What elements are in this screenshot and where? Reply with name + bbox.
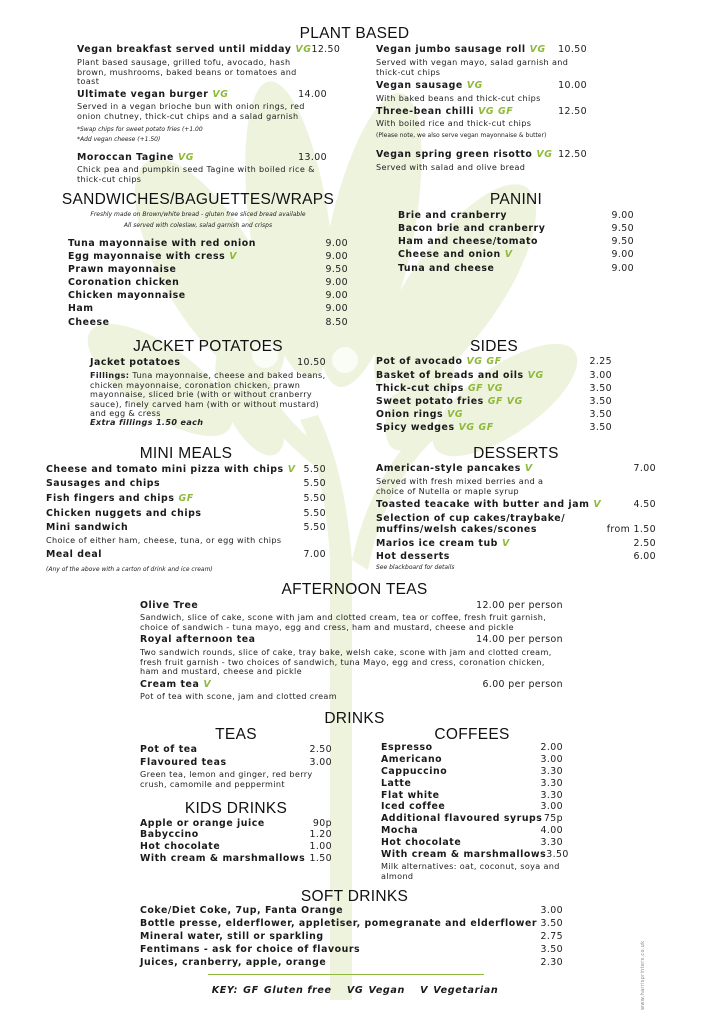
item-name: Sweet potato fries: [376, 396, 484, 407]
menu-item-kids-drink: [140, 841, 332, 853]
item-name: Jacket potatoes: [90, 357, 181, 368]
item-name: Fish fingers and chips: [46, 493, 175, 504]
item-price: 3.30: [540, 837, 563, 848]
item-price: 4.00: [540, 825, 563, 836]
item-price: 9.00: [325, 277, 348, 288]
menu-item-cream-tea: [140, 679, 563, 691]
heading-kids-drinks: KIDS DRINKS: [184, 800, 288, 817]
menu-item-sandwich: [68, 317, 348, 329]
item-name: With cream & marshmallows: [140, 853, 306, 864]
item-price: 90p: [312, 818, 332, 829]
item-price: 3.50: [589, 409, 612, 420]
key-gf-label: Gluten free: [263, 985, 332, 996]
menu-item-side: [376, 370, 612, 382]
item-name: Coke/Diet Coke, 7up, Fanta Orange: [140, 905, 344, 916]
menu-item-side: [376, 409, 612, 421]
heading-panini: PANINI: [489, 191, 543, 208]
item-description: Served with fresh mixed berries and a choice of Nutella or maple syrup: [376, 476, 544, 496]
item-price: 12.50: [558, 106, 587, 117]
item-name: Ham: [68, 303, 94, 314]
item-price: 13.00: [298, 152, 327, 163]
item-price: 9.00: [325, 251, 348, 262]
item-name: Tuna and cheese: [398, 263, 495, 274]
fillings-label: Fillings:: [90, 370, 130, 380]
item-name: Onion rings: [376, 409, 444, 420]
key-divider: [208, 974, 484, 975]
item-name: With cream & marshmallows: [381, 849, 547, 860]
item-price: 6.00 per person: [482, 679, 563, 690]
item-name: Apple or orange juice: [140, 818, 265, 829]
item-description: Choice of either ham, cheese, tuna, or egg with chips: [46, 535, 282, 545]
item-price: 5.50: [303, 522, 326, 533]
item-description: Chick pea and pumpkin seed Tagine with boiled rice & thick-cut chips: [77, 164, 315, 184]
diet-tag: V: [287, 464, 296, 475]
menu-item-ice-cream: [376, 538, 656, 550]
item-note: See blackboard for details: [376, 564, 455, 571]
item-price: 9.00: [325, 290, 348, 301]
item-name: Ham and cheese/tomato: [398, 236, 538, 247]
diet-tag: V: [593, 499, 602, 510]
item-price: 9.00: [325, 238, 348, 249]
item-name: Basket of breads and oils: [376, 370, 524, 381]
item-price: 75p: [543, 813, 563, 824]
heading-afternoon-teas: AFTERNOON TEAS: [281, 581, 428, 598]
item-price: 3.00: [309, 757, 332, 768]
item-price: 12.50: [558, 149, 587, 160]
item-price: 3.00: [540, 754, 563, 765]
item-name: Flat white: [381, 790, 440, 801]
item-name: Cheese and onion: [398, 249, 501, 260]
item-price: 1.00: [309, 841, 332, 852]
menu-item-pancakes: [376, 463, 656, 475]
key-vg-tag: VG: [346, 985, 364, 996]
item-description: Served with salad and olive bread: [376, 162, 526, 172]
menu-item-soft-drink: [140, 905, 563, 917]
heading-desserts: DESSERTS: [473, 445, 559, 462]
diet-tag: VG GF: [458, 422, 494, 433]
item-name: Babyccino: [140, 829, 199, 840]
item-name: Latte: [381, 778, 412, 789]
item-name: Moroccan Tagine: [77, 152, 174, 163]
item-name: Cappuccino: [381, 766, 448, 777]
item-price: 5.50: [303, 478, 326, 489]
menu-item-soft-drink: [140, 931, 563, 943]
heading-soft-drinks: SOFT DRINKS: [300, 888, 409, 905]
heading-drinks: DRINKS: [324, 710, 385, 727]
item-description: Served in a vegan brioche bun with onion rings, red onion chutney, thick-cut chips and a salad garnish: [77, 101, 305, 121]
diet-tag: VG: [295, 44, 312, 55]
item-name: Three-bean chilli: [376, 106, 475, 117]
item-price: 5.50: [303, 493, 326, 504]
menu-item-ultimate-vegan-burger: [77, 89, 327, 101]
item-price: 2.25: [589, 356, 612, 367]
item-name: muffins/welsh cakes/scones: [376, 524, 537, 535]
item-price: 14.00 per person: [476, 634, 563, 645]
item-price: 12.50: [311, 44, 341, 55]
menu-item-vegan-sausage: [376, 80, 587, 92]
menu-item-side: [376, 422, 612, 434]
item-price: 3.50: [540, 918, 563, 929]
menu-item-royal-afternoon-tea: [140, 634, 563, 646]
item-price: 3.00: [540, 801, 563, 812]
menu-item-sandwich: [68, 290, 348, 302]
item-price: 5.50: [303, 464, 326, 475]
item-name: Mini sandwich: [46, 522, 129, 533]
diet-tag: VG: [529, 44, 546, 55]
item-price: 3.50: [540, 944, 563, 955]
item-price: 4.50: [633, 499, 656, 510]
item-price: 1.50: [309, 853, 332, 864]
item-name: Mocha: [381, 825, 419, 836]
item-price: 7.00: [303, 549, 326, 560]
section-subtitle: Freshly made on Brown/white bread - gluten free sliced bread available: [90, 211, 306, 218]
menu-item-sandwich: [68, 264, 348, 276]
menu-item-coffee: [381, 801, 563, 813]
item-description: Pot of tea with scone, jam and clotted cream: [140, 691, 337, 701]
item-name: Pot of avocado: [376, 356, 463, 367]
menu-item-coffee: [381, 766, 563, 778]
diet-tag: VG: [177, 152, 194, 163]
menu-item-panini: [398, 223, 634, 235]
item-name: Chicken nuggets and chips: [46, 508, 202, 519]
heading-coffees: COFFEES: [434, 726, 510, 743]
item-name: Additional flavoured syrups: [381, 813, 543, 824]
item-price: 5.50: [303, 508, 326, 519]
item-name: Cream tea: [140, 679, 200, 690]
item-name: Mineral water, still or sparkling: [140, 931, 324, 942]
item-price: 9.00: [611, 249, 634, 260]
item-description: Green tea, lemon and ginger, red berry crush, camomile and peppermint: [140, 769, 313, 789]
item-price: 2.75: [540, 931, 563, 942]
item-name: Bottle presse, elderflower, appletiser, pomegranate and elderflower: [140, 918, 538, 929]
item-name: Spicy wedges: [376, 422, 455, 433]
diet-tag: V: [229, 251, 238, 262]
item-price: 9.00: [325, 303, 348, 314]
item-price: 10.50: [558, 44, 587, 55]
diet-tag: VG: [447, 409, 464, 420]
item-price: 3.30: [540, 790, 563, 801]
item-name: Vegan breakfast served until midday: [77, 44, 292, 55]
menu-item-cakes: [376, 524, 656, 536]
menu-item-teacake: [376, 499, 656, 511]
item-name: Cheese and tomato mini pizza with chips: [46, 464, 284, 475]
item-price: 14.00: [298, 89, 327, 100]
diet-tag: V: [501, 538, 510, 549]
item-name: Coronation chicken: [68, 277, 180, 288]
item-name: Vegan jumbo sausage roll: [376, 44, 526, 55]
item-price: 2.00: [540, 742, 563, 753]
menu-item-coffee: [381, 837, 563, 849]
key-vg-label: Vegan: [368, 985, 405, 996]
item-price: 10.00: [558, 80, 587, 91]
diet-tag: V: [524, 463, 533, 474]
printer-watermark: www.harrisprinters.co.uk: [640, 940, 646, 1010]
item-price: 7.00: [633, 463, 656, 474]
item-name: Vegan sausage: [376, 80, 463, 91]
menu-item-sandwich: [68, 238, 348, 250]
item-name: Chicken mayonnaise: [68, 290, 186, 301]
menu-item-meal-deal: [46, 549, 326, 561]
milk-alternatives-note: Milk alternatives: oat, coconut, soya and almond: [381, 861, 560, 881]
menu-item-moroccan-tagine: [77, 152, 327, 164]
item-price: 9.00: [611, 210, 634, 221]
item-note: (Please note, we also serve vegan mayonnaise & butter): [376, 132, 547, 139]
diet-tag: V: [504, 249, 513, 260]
item-price: 3.00: [589, 370, 612, 381]
diet-tag: VG: [536, 149, 553, 160]
menu-item-panini: [398, 263, 634, 275]
item-name: Flavoured teas: [140, 757, 227, 768]
diet-tag: VG GF: [478, 106, 514, 117]
item-note: *Swap chips for sweet potato fries (+1.00: [77, 126, 203, 133]
menu-item-coffee: [381, 754, 563, 766]
diet-tag: VG: [212, 89, 229, 100]
item-description: [90, 371, 326, 419]
menu-item-coffee: [381, 742, 563, 754]
item-price: 1.20: [309, 829, 332, 840]
menu-item-mini-meal: [46, 493, 326, 505]
menu-item-coffee: [381, 778, 563, 790]
menu-item-sandwich: [68, 303, 348, 315]
item-price: 9.50: [611, 223, 634, 234]
item-name: Hot desserts: [376, 551, 450, 562]
item-name: Royal afternoon tea: [140, 634, 256, 645]
item-name: Egg mayonnaise with cress: [68, 251, 226, 262]
heading-sides: SIDES: [469, 338, 518, 355]
menu-item-soft-drink: [140, 957, 563, 969]
menu-item-tea: [140, 757, 332, 769]
menu-item-kids-drink: [140, 829, 332, 841]
menu-item-mini-meal: [46, 478, 326, 490]
item-description: Served with vegan mayo, salad garnish and thick-cut chips: [376, 57, 569, 77]
heading-mini-meals: MINI MEALS: [139, 445, 233, 462]
item-price: 2.50: [633, 538, 656, 549]
diet-tag: GF: [178, 493, 194, 504]
item-note: (Any of the above with a carton of drink and ice cream): [46, 566, 213, 573]
item-price: 3.30: [540, 778, 563, 789]
menu-item-three-bean-chilli: [376, 106, 587, 118]
menu-item-soft-drink: [140, 918, 563, 930]
menu-item-coffee: [381, 849, 569, 861]
item-name: Toasted teacake with butter and jam: [376, 499, 590, 510]
item-name: Prawn mayonnaise: [68, 264, 177, 275]
item-name: Juices, cranberry, apple, orange: [140, 957, 327, 968]
item-name: American-style pancakes: [376, 463, 521, 474]
item-description: Two sandwich rounds, slice of cake, tray bake, welsh cake, scone with jam and clotted cream, fresh fruit garnish - two choices of sandwich, tuna Mayo, egg and cress, coronation chicken, ham and mustard, cheese and pickle: [140, 647, 552, 677]
menu-item-soft-drink: [140, 944, 563, 956]
heading-jacket-potatoes: JACKET POTATOES: [133, 338, 283, 355]
item-name: Meal deal: [46, 549, 103, 560]
item-price: 3.50: [589, 422, 612, 433]
item-price: 9.50: [325, 264, 348, 275]
item-name: Americano: [381, 754, 443, 765]
item-price: 2.30: [540, 957, 563, 968]
item-name: Vegan spring green risotto: [376, 149, 533, 160]
menu-item-mini-meal: [46, 508, 326, 520]
key-prefix: KEY:: [211, 985, 239, 996]
menu-item-vegan-breakfast: [77, 44, 341, 56]
item-name: Ultimate vegan burger: [77, 89, 209, 100]
key-gf-tag: GF: [243, 985, 259, 996]
item-price: 3.30: [540, 766, 563, 777]
item-name: Selection of cup cakes/traybake/: [376, 513, 566, 524]
item-price: 9.00: [611, 263, 634, 274]
menu-item-side: [376, 396, 612, 408]
item-name: Pot of tea: [140, 744, 198, 755]
item-price: 3.00: [540, 905, 563, 916]
section-subtitle: All served with coleslaw, salad garnish and crisps: [123, 222, 273, 229]
menu-item-sandwich: [68, 277, 348, 289]
item-name: Tuna mayonnaise with red onion: [68, 238, 256, 249]
heading-teas: TEAS: [215, 726, 257, 743]
diet-tag: VG: [527, 370, 544, 381]
item-note: *Add vegan cheese (+1.50): [77, 136, 161, 143]
item-name: Hot chocolate: [381, 837, 462, 848]
item-price: 9.50: [611, 236, 634, 247]
menu-item-mini-meal: [46, 522, 326, 534]
item-description: With boiled rice and thick-cut chips: [376, 118, 532, 128]
key-v-label: Vegetarian: [433, 985, 499, 996]
item-name: Olive Tree: [140, 600, 199, 611]
item-name: Cheese: [68, 317, 110, 328]
item-description: Plant based sausage, grilled tofu, avocado, hash brown, mushrooms, baked beans or tomatoes and toast: [77, 57, 297, 87]
menu-item-panini: [398, 236, 634, 248]
menu-item-panini: [398, 210, 634, 222]
item-price: 8.50: [325, 317, 348, 328]
item-price: 3.50: [546, 849, 569, 860]
item-price: 6.00: [633, 551, 656, 562]
item-name: Bacon brie and cranberry: [398, 223, 546, 234]
menu-item-vegan-jumbo-sausage-roll: [376, 44, 587, 56]
item-description: With baked beans and thick-cut chips: [376, 93, 541, 103]
menu-item-side: [376, 383, 612, 395]
diet-tag: GF VG: [467, 383, 504, 394]
item-price: 12.00 per person: [476, 600, 563, 611]
menu-item-sandwich: [68, 251, 348, 263]
heading-sandwiches: SANDWICHES/BAGUETTES/WRAPS: [61, 191, 335, 208]
item-name: Fentimans - ask for choice of flavours: [140, 944, 361, 955]
item-description: Sandwich, slice of cake, scone with jam and clotted cream, tea or coffee, fresh fruit garnish, choice of sandwich - tuna mayo, egg and cress, ham and mustard, cheese and pickle: [140, 612, 547, 632]
item-name: Brie and cranberry: [398, 210, 508, 221]
menu-item-tea: [140, 744, 332, 756]
menu-item-side: [376, 356, 612, 368]
key-v-tag: V: [420, 985, 429, 996]
item-price: from 1.50: [606, 524, 656, 535]
diet-tag: GF VG: [487, 396, 523, 407]
item-name: Marios ice cream tub: [376, 538, 498, 549]
menu-item-olive-tree: [140, 600, 563, 612]
diet-tag: V: [203, 679, 212, 690]
dietary-key: [160, 978, 550, 997]
item-name: Hot chocolate: [140, 841, 221, 852]
menu-item-hot-desserts: [376, 551, 656, 563]
item-name: Thick-cut chips: [376, 383, 464, 394]
menu-item-kids-drink: [140, 853, 332, 865]
diet-tag: VG GF: [466, 356, 502, 367]
item-price: 2.50: [309, 744, 332, 755]
menu-item-panini: [398, 249, 634, 261]
menu-item-vegan-spring-green-risotto: [376, 149, 587, 161]
extra-fillings-note: Extra fillings 1.50 each: [90, 417, 204, 427]
item-name: Iced coffee: [381, 801, 446, 812]
menu-item-jacket-potatoes: [90, 357, 326, 369]
item-name: Sausages and chips: [46, 478, 161, 489]
menu-item-coffee: [381, 825, 563, 837]
heading-plant-based: PLANT BASED: [299, 25, 410, 42]
item-price: 10.50: [297, 357, 326, 368]
menu-item-mini-meal: [46, 464, 326, 476]
item-price: 3.50: [589, 396, 612, 407]
fillings-text: Tuna mayonnaise, cheese and baked beans, chicken mayonnaise, coronation chicken, prawn mayonnaise, sliced brie (with or without cranberry sauce), finely carved ham (with or without mustard) and egg & cress: [90, 370, 326, 419]
diet-tag: VG: [466, 80, 483, 91]
item-price: 3.50: [589, 383, 612, 394]
menu-item-coffee: [381, 813, 563, 825]
item-name: Espresso: [381, 742, 433, 753]
